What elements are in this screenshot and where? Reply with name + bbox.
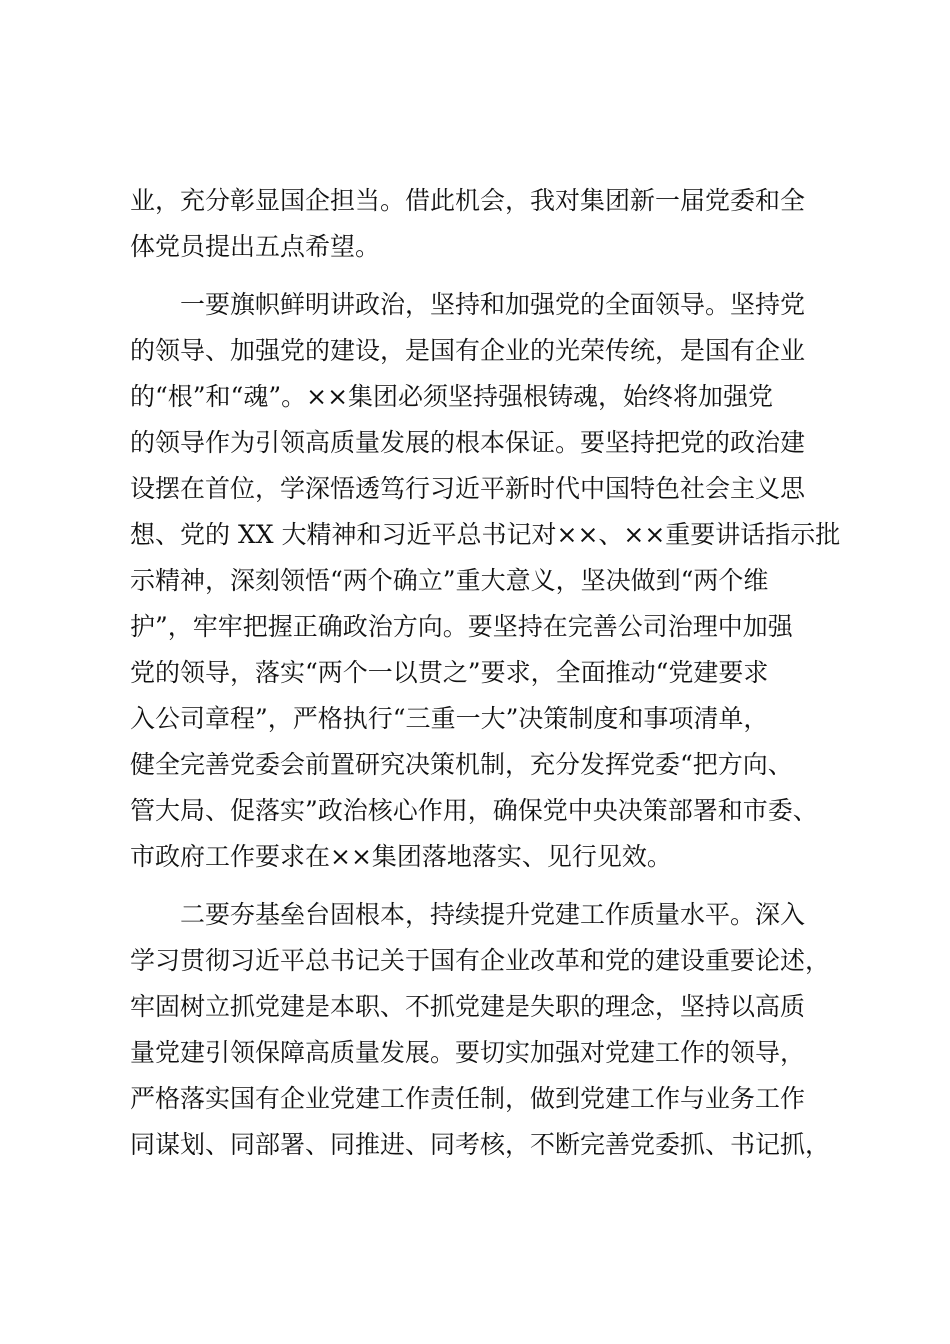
paragraph-3 (130, 892, 850, 1168)
paragraph-line: 一要旗帜鲜明讲政治，坚持和加强党的全面领导。坚持党 (180, 290, 806, 319)
paragraph-line: 管大局、促落实”政治核心作用，确保党中央决策部署和市委、 (130, 796, 818, 825)
paragraph-line: 的领导作为引领高质量发展的根本保证。要坚持把党的政治建 (130, 428, 806, 457)
paragraph-line: 示精神，深刻领悟“两个确立”重大意义，坚决做到“两个维 (130, 566, 769, 595)
paragraph-line: 量党建引领保障高质量发展。要切实加强对党建工作的领导， (130, 1038, 806, 1067)
paragraph-2 (130, 282, 850, 880)
paragraph-line: 设摆在首位，学深悟透笃行习近平新时代中国特色社会主义思 (130, 474, 806, 503)
paragraph-line: 入公司章程”，严格执行“三重一大”决策制度和事项清单， (130, 704, 769, 733)
paragraph-line: 市政府工作要求在××集团落地落实、见行见效。 (130, 842, 672, 871)
paragraph-line: 学习贯彻习近平总书记关于国有企业改革和党的建设重要论述， (130, 946, 831, 975)
paragraph-line: 同谋划、同部署、同推进、同考核，不断完善党委抓、书记抓， (130, 1130, 831, 1159)
paragraph-line: 严格落实国有企业党建工作责任制，做到党建工作与业务工作 (130, 1084, 806, 1113)
paragraph-line: 想、党的 XX 大精神和习近平总书记对××、××重要讲话指示批 (130, 520, 841, 549)
paragraph-line: 健全完善党委会前置研究决策机制，充分发挥党委“把方向、 (130, 750, 793, 779)
paragraph-line: 的“根”和“魂”。××集团必须坚持强根铸魂，始终将加强党 (130, 382, 774, 411)
paragraph-line: 护”，牢牢把握正确政治方向。要坚持在完善公司治理中加强 (130, 612, 793, 641)
paragraph-line: 牢固树立抓党建是本职、不抓党建是失职的理念，坚持以高质 (130, 992, 806, 1021)
paragraph-spacer (130, 880, 850, 892)
paragraph-line: 业，充分彰显国企担当。借此机会，我对集团新一届党委和全 (130, 186, 806, 215)
paragraph-line: 体党员提出五点希望。 (130, 232, 381, 261)
paragraph-1 (130, 178, 850, 270)
paragraph-line: 二要夯基垒台固根本，持续提升党建工作质量水平。深入 (180, 900, 806, 929)
document-body (130, 178, 850, 1168)
paragraph-line: 的领导、加强党的建设，是国有企业的光荣传统，是国有企业 (130, 336, 806, 365)
paragraph-line: 党的领导，落实“两个一以贯之”要求，全面推动“党建要求 (130, 658, 769, 687)
paragraph-spacer (130, 270, 850, 282)
